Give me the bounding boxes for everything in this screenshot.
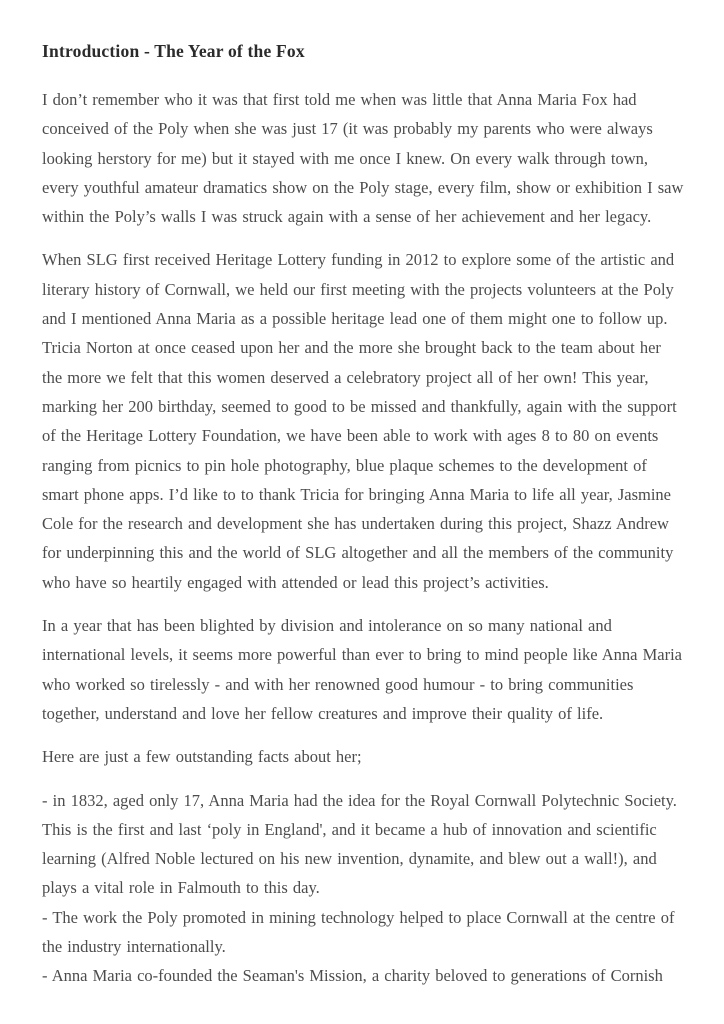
paragraph-year-blighted: In a year that has been blighted by division and intolerance on so many national and international levels, it seems more powerful than ever to bring to mind people like Anna Maria who worked so tirelessly - and with her renowned good humour - to bring communities together, understand and love her fellow creatures and improve their quality of life. (42, 616, 682, 723)
facts-list (42, 786, 684, 991)
paragraph-slg-heritage: When SLG first received Heritage Lottery funding in 2012 to explore some of the artistic and literary history of Cornwall, we held our first meeting with the projects volunteers at the Poly and I mentioned Anna Maria as a possible heritage lead one of them might one to follow up. Tricia Norton at once ceased upon her and the more she brought back to the team about her the more we felt that this women deserved a celebratory project all of her own! This year, marking her 200 birthday, seemed to good to be missed and thankfully, again with the support of the Heritage Lottery Foundation, we have been able to work with ages 8 to 80 on events ranging from picnics to pin hole photography, blue plaque schemes to the development of smart phone apps. I’d like to to thank Tricia for bringing Anna Maria to life all year, Jasmine Cole for the research and development she has undertaken during this project, Shazz Andrew for underpinning this and the world of SLG altogether and all the members of the community who have so heartily engaged with attended or lead this project’s activities. (42, 250, 677, 592)
document-title: Introduction - The Year of the Fox (42, 41, 305, 61)
fact-item: - Anna Maria co-founded the Seaman's Mission, a charity beloved to generations of Cornish (42, 966, 663, 986)
fact-item: - The work the Poly promoted in mining technology helped to place Cornwall at the centre of the industry internationally. (42, 907, 675, 957)
paragraph-intro: I don’t remember who it was that first told me when was little that Anna Maria Fox had conceived of the Poly when she was just 17 (it was probably my parents who were always looking herstory for me) but it stayed with me once I knew. On every walk through town, every youthful amateur dramatics show on the Poly stage, every film, show or exhibition I saw within the Poly’s walls I was struck again with a sense of her achievement and her legacy. (42, 90, 684, 227)
fact-item: - in 1832, aged only 17, Anna Maria had the idea for the Royal Cornwall Polytechnic Society. This is the first and last ‘poly in England', and it became a hub of innovation and scientific learning (Alfred Noble lectured on his new invention, dynamite, and blew out a wall!), and plays a vital role in Falmouth to this day. (42, 790, 677, 898)
document-content (42, 40, 684, 991)
paragraph-facts-lead-in: Here are just a few outstanding facts about her; (42, 747, 362, 767)
